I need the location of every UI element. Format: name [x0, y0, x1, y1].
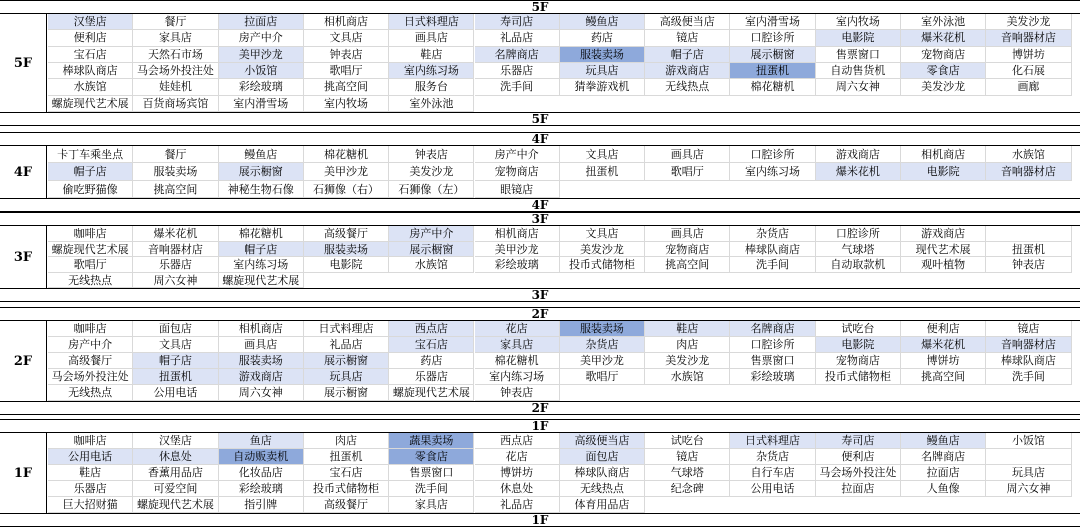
shop-cell: 石狮像（右）: [304, 181, 389, 198]
shop-cell: 服务台: [389, 79, 474, 95]
shop-cell: 美发沙龙: [901, 79, 986, 95]
floor-label: 1F: [13, 465, 33, 481]
shop-cell: 药店: [560, 30, 645, 46]
shop-cell: 日式料理店: [304, 321, 389, 337]
shop-cell: 口腔诊所: [730, 337, 815, 353]
floor-header-band: 4F: [0, 132, 1080, 146]
shop-cell: 房产中介: [475, 146, 560, 163]
shop-cell: 售票窗口: [816, 47, 901, 63]
shop-cell: 镜店: [645, 30, 730, 46]
shop-cell: 螺旋现代艺术展: [389, 385, 474, 401]
floor-label: 5F: [13, 55, 33, 71]
shop-cell: 周六女神: [133, 273, 218, 289]
shop-cell: 镜店: [645, 449, 730, 465]
shop-cell: 水族馆: [48, 79, 133, 95]
shop-cell: 帽子店: [645, 47, 730, 63]
shop-cell: 挑高空间: [645, 257, 730, 273]
shop-cell: 相机商店: [475, 226, 560, 242]
shop-grid: [46, 14, 1080, 112]
shop-cell: 指引牌: [219, 497, 304, 513]
shop-cell: 售票窗口: [730, 353, 815, 369]
shop-cell: 面包店: [133, 321, 218, 337]
shop-cell: 便利店: [816, 449, 901, 465]
shop-cell: 百货商场宾馆: [133, 96, 218, 112]
shop-cell: 投币式储物柜: [560, 257, 645, 273]
shop-cell: 神秘生物石像: [219, 181, 304, 198]
shop-cell: 电影院: [304, 257, 389, 273]
floor-section: [0, 14, 1080, 112]
shop-cell: 音响器材店: [133, 242, 218, 258]
shop-cell: 棒球队商店: [48, 63, 133, 79]
shop-cell: 展示橱窗: [304, 353, 389, 369]
shop-cell: 化石展: [986, 63, 1071, 79]
shop-cell: 蔬果卖场: [389, 433, 474, 449]
shop-cell: 室内牧场: [304, 96, 389, 112]
floor-section: [0, 146, 1080, 198]
shop-cell: 无线热点: [560, 481, 645, 497]
floor-label: 3F: [13, 249, 33, 265]
shop-cell: 咖啡店: [48, 321, 133, 337]
shop-cell: 棉花糖机: [304, 146, 389, 163]
shop-cell: 自动售货机: [816, 63, 901, 79]
shop-cell: 棉花糖机: [730, 79, 815, 95]
shop-cell: 电影院: [816, 337, 901, 353]
shop-cell: 宝石店: [48, 47, 133, 63]
shop-cell: 彩绘玻璃: [730, 369, 815, 385]
shop-cell: 相机商店: [304, 14, 389, 30]
shop-cell: 美发沙龙: [560, 242, 645, 258]
shop-cell: 小饭馆: [219, 63, 304, 79]
shop-cell: 爆米花机: [901, 337, 986, 353]
shop-cell: 拉面店: [901, 465, 986, 481]
shop-cell: 室内滑雪场: [219, 96, 304, 112]
shop-cell: 帽子店: [133, 353, 218, 369]
shop-cell: 鞋店: [389, 47, 474, 63]
shop-cell: 鳗鱼店: [901, 433, 986, 449]
floor-header-band: 2F: [0, 307, 1080, 321]
shop-cell: 室外泳池: [901, 14, 986, 30]
shop-cell: 螺旋现代艺术展: [48, 96, 133, 112]
shop-cell: 礼品店: [475, 497, 560, 513]
shop-cell: 博饼坊: [986, 47, 1071, 63]
shop-cell: 家具店: [389, 497, 474, 513]
shop-cell: 家具店: [475, 337, 560, 353]
shop-cell: 美发沙龙: [986, 14, 1071, 30]
shop-cell: 房产中介: [389, 226, 474, 242]
shop-cell: 玩具店: [304, 369, 389, 385]
shop-cell: 音响器材店: [986, 30, 1071, 46]
shop-cell: 试吃台: [816, 321, 901, 337]
shop-cell: 汉堡店: [48, 14, 133, 30]
shop-cell: 娃娃机: [133, 79, 218, 95]
shop-grid: [46, 321, 1080, 401]
shop-cell: 文具店: [304, 30, 389, 46]
floor-footer-band: 4F: [0, 198, 1080, 212]
shop-cell: 花店: [475, 449, 560, 465]
shop-cell: 餐厅: [133, 146, 218, 163]
shop-cell: 服装卖场: [219, 353, 304, 369]
shop-cell: 棉花糖机: [219, 226, 304, 242]
floor-section: [0, 226, 1080, 288]
shop-cell: 钟表店: [304, 47, 389, 63]
shop-cell: 自行车店: [730, 465, 815, 481]
shop-cell: 礼品店: [304, 337, 389, 353]
shop-cell: 画具店: [645, 226, 730, 242]
shop-cell: 美甲沙龙: [475, 242, 560, 258]
shop-cell: 杂货店: [730, 449, 815, 465]
shop-cell: 汉堡店: [133, 433, 218, 449]
shop-cell: 游戏商店: [219, 369, 304, 385]
shop-cell: 室内滑雪场: [730, 14, 815, 30]
shop-cell: 纪念碑: [645, 481, 730, 497]
shop-cell: 卡丁车乘坐点: [48, 146, 133, 163]
shop-cell: 名牌商店: [475, 47, 560, 63]
shop-cell: 展示橱窗: [389, 242, 474, 258]
shop-cell: 扭蛋机: [133, 369, 218, 385]
shop-cell: 零食店: [389, 449, 474, 465]
shop-cell: 口腔诊所: [816, 226, 901, 242]
floor-section: [0, 321, 1080, 401]
shop-cell: 游戏商店: [901, 226, 986, 242]
shop-grid: [46, 226, 1080, 288]
shop-cell: 画廊: [986, 79, 1071, 95]
floor-footer-band: 5F: [0, 112, 1080, 126]
shop-cell: 文具店: [560, 226, 645, 242]
shop-cell: 室内练习场: [219, 257, 304, 273]
shop-cell: 美甲沙龙: [560, 353, 645, 369]
shop-cell: 电影院: [901, 163, 986, 180]
floor-footer-band: 2F: [0, 401, 1080, 415]
shop-cell: 鞋店: [48, 465, 133, 481]
shop-cell: 爆米花机: [901, 30, 986, 46]
shop-cell: 镜店: [986, 321, 1071, 337]
shop-cell: 宝石店: [389, 337, 474, 353]
shop-cell: 展示橱窗: [304, 385, 389, 401]
shop-cell: 房产中介: [48, 337, 133, 353]
shop-cell: 周六女神: [219, 385, 304, 401]
shop-cell: 博饼坊: [475, 465, 560, 481]
shop-cell: 帽子店: [219, 242, 304, 258]
shop-cell: 礼品店: [475, 30, 560, 46]
shop-cell: 观叶植物: [901, 257, 986, 273]
shop-cell: 棉花糖机: [475, 353, 560, 369]
shop-cell: 画具店: [645, 146, 730, 163]
shop-cell: 音响器材店: [986, 337, 1071, 353]
shop-cell: 休息处: [475, 481, 560, 497]
shop-cell: 相机商店: [219, 321, 304, 337]
shop-cell: 博饼坊: [901, 353, 986, 369]
shop-cell: 展示橱窗: [730, 47, 815, 63]
shop-cell: [986, 449, 1071, 465]
shop-cell: 公用电话: [133, 385, 218, 401]
shop-cell: 眼镜店: [475, 181, 560, 198]
shop-cell: 西点店: [389, 321, 474, 337]
shop-cell: 室内牧场: [816, 14, 901, 30]
shop-cell: 服装卖场: [560, 321, 645, 337]
shop-cell: 文具店: [133, 337, 218, 353]
shop-cell: 乐器店: [475, 63, 560, 79]
shop-cell: 彩绘玻璃: [219, 481, 304, 497]
shop-cell: 鳗鱼店: [560, 14, 645, 30]
shop-cell: 歌唱厅: [304, 63, 389, 79]
shop-cell: 投币式储物柜: [304, 481, 389, 497]
shop-cell: 玩具店: [560, 63, 645, 79]
shop-cell: 无线热点: [645, 79, 730, 95]
shop-cell: 玩具店: [986, 465, 1071, 481]
shop-cell: 周六女神: [816, 79, 901, 95]
shop-grid: [46, 433, 1080, 513]
shop-cell: 名牌商店: [901, 449, 986, 465]
shop-cell: 马会场外投注处: [48, 369, 133, 385]
shop-cell: 餐厅: [133, 14, 218, 30]
shop-cell: 水族馆: [389, 257, 474, 273]
shop-cell: 自动取款机: [816, 257, 901, 273]
shop-cell: 螺旋现代艺术展: [219, 273, 304, 289]
shop-grid: [46, 146, 1080, 198]
shop-cell: 挑高空间: [304, 79, 389, 95]
shop-cell: 马会场外投注处: [816, 465, 901, 481]
shop-cell: 高级餐厅: [304, 497, 389, 513]
shop-cell: 肉店: [645, 337, 730, 353]
shop-cell: 美发沙龙: [389, 163, 474, 180]
shop-cell: 扭蛋机: [730, 63, 815, 79]
shop-cell: 文具店: [560, 146, 645, 163]
floor-section: [0, 433, 1080, 513]
shop-cell: 美甲沙龙: [219, 47, 304, 63]
shop-cell: 宠物商店: [475, 163, 560, 180]
shop-cell: [986, 226, 1071, 242]
shop-cell: 鳗鱼店: [219, 146, 304, 163]
shop-cell: 彩绘玻璃: [475, 257, 560, 273]
shop-cell: 气球塔: [816, 242, 901, 258]
shop-cell: 画具店: [219, 337, 304, 353]
shop-cell: 扭蛋机: [986, 242, 1071, 258]
shop-cell: 服装卖场: [133, 163, 218, 180]
shop-cell: 化妆品店: [219, 465, 304, 481]
shop-cell: 名牌商店: [730, 321, 815, 337]
shop-cell: 鞋店: [645, 321, 730, 337]
shop-cell: 公用电话: [730, 481, 815, 497]
shop-cell: 高级便当店: [645, 14, 730, 30]
shop-cell: 爆米花机: [133, 226, 218, 242]
shop-cell: 宠物商店: [816, 353, 901, 369]
shop-cell: 房产中介: [219, 30, 304, 46]
shop-cell: 马会场外投注处: [133, 63, 218, 79]
shop-cell: 爆米花机: [816, 163, 901, 180]
shop-cell: 螺旋现代艺术展: [48, 242, 133, 258]
shop-cell: 乐器店: [133, 257, 218, 273]
shop-cell: 室内练习场: [389, 63, 474, 79]
shop-cell: 气球塔: [645, 465, 730, 481]
floor-label: 2F: [13, 353, 33, 369]
shop-cell: 螺旋现代艺术展: [133, 497, 218, 513]
shop-cell: 服装卖场: [304, 242, 389, 258]
shop-cell: 洗手间: [389, 481, 474, 497]
shop-cell: 咖啡店: [48, 433, 133, 449]
shop-cell: 彩绘玻璃: [219, 79, 304, 95]
shop-cell: 自动贩卖机: [219, 449, 304, 465]
shop-cell: 拉面店: [816, 481, 901, 497]
shop-cell: 服装卖场: [560, 47, 645, 63]
shop-cell: 挑高空间: [133, 181, 218, 198]
shop-cell: 人鱼像: [901, 481, 986, 497]
shop-cell: 美甲沙龙: [304, 163, 389, 180]
shop-cell: 西点店: [475, 433, 560, 449]
shop-cell: 室内练习场: [475, 369, 560, 385]
shop-cell: 无线热点: [48, 273, 133, 289]
shop-cell: 棒球队商店: [560, 465, 645, 481]
shop-cell: 咖啡店: [48, 226, 133, 242]
shop-cell: 体育用品店: [560, 497, 645, 513]
shop-cell: 室外泳池: [389, 96, 474, 112]
shop-cell: 小饭馆: [986, 433, 1071, 449]
shop-cell: 棒球队商店: [986, 353, 1071, 369]
shop-cell: 展示橱窗: [219, 163, 304, 180]
shop-cell: 现代艺术展: [901, 242, 986, 258]
shop-cell: 杂货店: [560, 337, 645, 353]
shop-cell: 巨大招财猫: [48, 497, 133, 513]
shop-cell: 药店: [389, 353, 474, 369]
shop-cell: 花店: [475, 321, 560, 337]
shop-cell: 钟表店: [475, 385, 560, 401]
shop-cell: 帽子店: [48, 163, 133, 180]
shop-cell: 公用电话: [48, 449, 133, 465]
shop-cell: 宠物商店: [901, 47, 986, 63]
floor-header-band: 1F: [0, 419, 1080, 433]
shop-cell: 便利店: [48, 30, 133, 46]
shop-cell: 宠物商店: [645, 242, 730, 258]
shop-cell: 室内练习场: [730, 163, 815, 180]
floor-header-band: 3F: [0, 212, 1080, 226]
shop-cell: 寿司店: [475, 14, 560, 30]
shop-cell: 歌唱厅: [645, 163, 730, 180]
shop-cell: 面包店: [560, 449, 645, 465]
shop-cell: 音响器材店: [986, 163, 1071, 180]
shop-cell: 洗手间: [475, 79, 560, 95]
floor-footer-band: 1F: [0, 513, 1080, 527]
shop-cell: 电影院: [816, 30, 901, 46]
shop-cell: 高级便当店: [560, 433, 645, 449]
shop-cell: 水族馆: [645, 369, 730, 385]
shop-cell: 扭蛋机: [560, 163, 645, 180]
shop-cell: 便利店: [901, 321, 986, 337]
shop-cell: 寿司店: [816, 433, 901, 449]
shop-cell: 肉店: [304, 433, 389, 449]
floor-label: 4F: [13, 164, 33, 180]
shop-cell: 歌唱厅: [560, 369, 645, 385]
shop-cell: 钟表店: [389, 146, 474, 163]
shop-cell: 试吃台: [645, 433, 730, 449]
shop-cell: 挑高空间: [901, 369, 986, 385]
shop-cell: 鱼店: [219, 433, 304, 449]
shop-cell: 售票窗口: [389, 465, 474, 481]
shop-cell: 高级餐厅: [48, 353, 133, 369]
shop-cell: 拉面店: [219, 14, 304, 30]
shop-cell: 日式料理店: [730, 433, 815, 449]
shop-cell: 游戏商店: [645, 63, 730, 79]
shop-cell: 歌唱厅: [48, 257, 133, 273]
shop-cell: 口腔诊所: [730, 30, 815, 46]
shop-cell: 棒球队商店: [730, 242, 815, 258]
shop-cell: 天然石市场: [133, 47, 218, 63]
shop-cell: 游戏商店: [816, 146, 901, 163]
shop-cell: 水族馆: [986, 146, 1071, 163]
shop-cell: 洗手间: [730, 257, 815, 273]
shop-cell: 美发沙龙: [645, 353, 730, 369]
shop-cell: 家具店: [133, 30, 218, 46]
shop-cell: 画具店: [389, 30, 474, 46]
shop-cell: 洗手间: [986, 369, 1071, 385]
shop-cell: 休息处: [133, 449, 218, 465]
shop-cell: 投币式储物柜: [816, 369, 901, 385]
shop-cell: 扭蛋机: [304, 449, 389, 465]
shop-cell: 高级餐厅: [304, 226, 389, 242]
shop-cell: 偷吃野猫像: [48, 181, 133, 198]
floor-footer-band: 3F: [0, 288, 1080, 302]
shop-cell: 钟表店: [986, 257, 1071, 273]
shop-cell: 口腔诊所: [730, 146, 815, 163]
shop-cell: 零食店: [901, 63, 986, 79]
shop-cell: 乐器店: [48, 481, 133, 497]
shop-cell: 石狮像（左）: [389, 181, 474, 198]
shop-cell: 宝石店: [304, 465, 389, 481]
shop-cell: 香薰用品店: [133, 465, 218, 481]
shop-cell: 相机商店: [901, 146, 986, 163]
shop-cell: 乐器店: [389, 369, 474, 385]
floor-header-band: 5F: [0, 0, 1080, 14]
shop-cell: 日式料理店: [389, 14, 474, 30]
shop-cell: 杂货店: [730, 226, 815, 242]
shop-cell: 猜拳游戏机: [560, 79, 645, 95]
shop-cell: 周六女神: [986, 481, 1071, 497]
shop-cell: 可爱空间: [133, 481, 218, 497]
shop-cell: 无线热点: [48, 385, 133, 401]
